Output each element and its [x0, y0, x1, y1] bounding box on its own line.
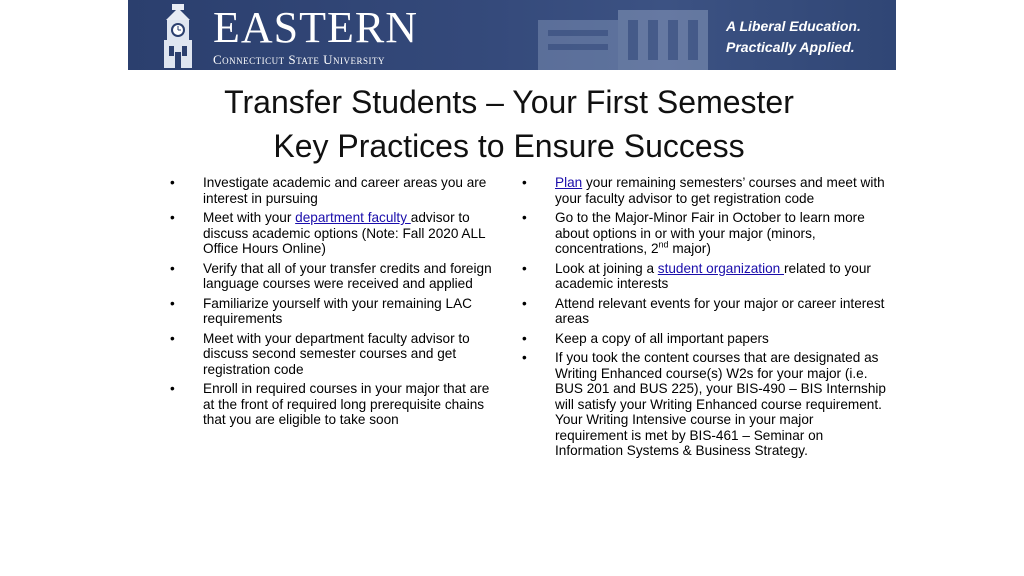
tagline-line-1: A Liberal Education.	[726, 18, 861, 34]
title-line-1: Transfer Students – Your First Semester	[224, 84, 794, 120]
left-practices-list	[170, 175, 495, 432]
university-logo	[213, 3, 418, 68]
list-item-text: Look at joining a	[555, 260, 658, 276]
list-item-text: related to your academic interests	[555, 260, 871, 291]
university-name: EASTERN	[213, 3, 418, 52]
student-organization-link[interactable]: student organization	[657, 260, 785, 276]
list-item-text: Familiarize yourself with your remaining LAC requirements	[203, 295, 472, 326]
list-item-text: Keep a copy of all important papers	[555, 330, 769, 346]
list-item	[170, 175, 495, 206]
plan-link[interactable]: Plan	[555, 175, 583, 190]
list-item	[170, 381, 495, 428]
list-item	[522, 261, 887, 292]
list-item	[170, 331, 495, 378]
right-practices-list	[522, 175, 887, 463]
list-item-text: Meet with your department faculty advisor to discuss second semester courses and get registration code	[203, 330, 470, 377]
list-item-text: Meet with your	[203, 210, 296, 225]
university-banner	[128, 0, 896, 70]
university-subtitle: Connecticut State University	[213, 52, 386, 67]
page-title	[0, 80, 1024, 168]
list-item-text: Verify that all of your transfer credits and foreign language courses were received and applied	[203, 260, 492, 291]
list-item	[170, 210, 495, 257]
list-item-text: Go to the Major-Minor Fair in October to learn more about options in or with your major (minors, concentrations, 2	[555, 210, 865, 256]
list-item	[522, 331, 887, 347]
list-item-text: advisor to discuss academic options (Note: Fall 2020 ALL Office Hours Online)	[203, 210, 486, 256]
list-item	[522, 210, 887, 257]
department-faculty-link[interactable]: department faculty	[295, 210, 411, 225]
tagline	[726, 16, 861, 58]
list-item-text: If you took the content courses that are designated as Writing Enhanced course(s) W2s for your major (i.e. BUS 201 and BUS 225), your BIS-490 – BIS Internship will satisfy your Writing Enhanced course requirement. Your Writing Intensive course in your major requirement is met by BIS-461 – Seminar on Information Systems & Business Strategy.	[555, 350, 886, 458]
list-item	[522, 350, 887, 459]
title-line-2: Key Practices to Ensure Success	[273, 128, 745, 164]
list-item-text: Attend relevant events for your major or career interest areas	[555, 295, 885, 326]
ordinal-suffix: nd	[658, 239, 669, 250]
list-item-text: major)	[668, 241, 711, 256]
list-item	[522, 296, 887, 327]
campus-building-image	[518, 0, 728, 70]
list-item-text: Investigate academic and career areas you are interest in pursuing	[203, 175, 487, 206]
list-item-text: Enroll in required courses in your major that are at the front of required long prerequisite chains that you are eligible to take soon	[203, 381, 490, 427]
tagline-line-2: Practically Applied.	[726, 39, 855, 55]
list-item	[522, 175, 887, 206]
list-item	[170, 261, 495, 292]
list-item-text: your remaining semesters’ courses and meet with your faculty advisor to get registration code	[555, 175, 885, 206]
list-item	[170, 296, 495, 327]
clock-tower-icon	[158, 4, 198, 68]
